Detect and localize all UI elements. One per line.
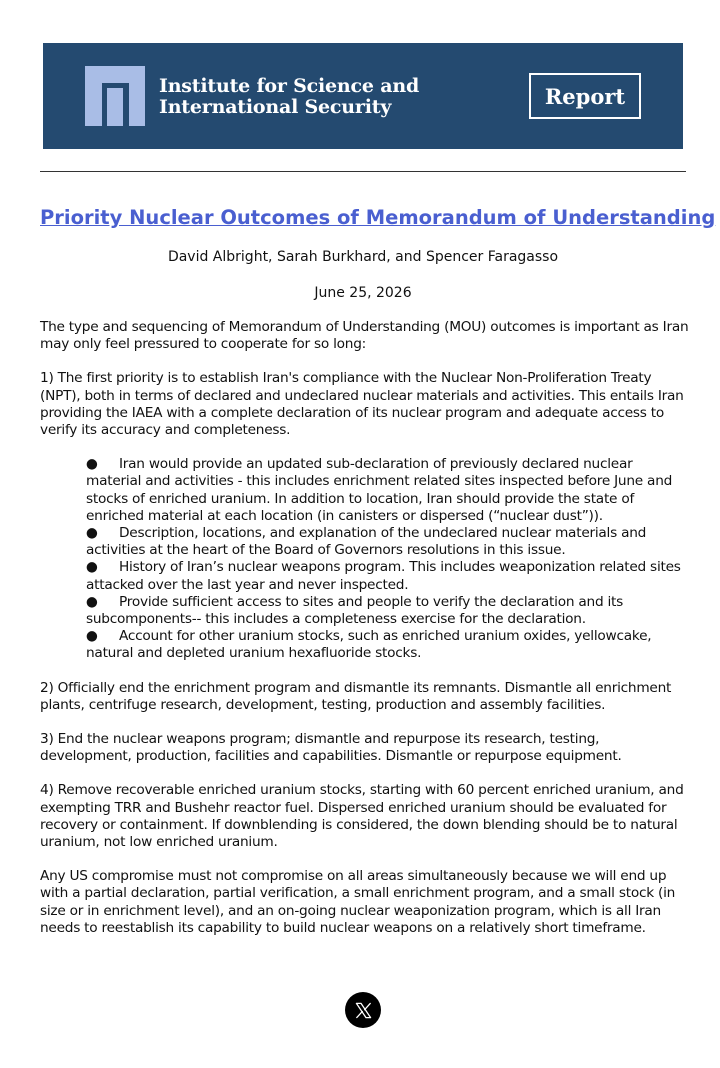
list-item xyxy=(86,456,690,525)
priority-1-bullets xyxy=(86,456,690,662)
article-body xyxy=(40,319,690,954)
list-item-text: Iran would provide an updated sub-declaration of previously declared nuclear material and activities - this includes enrichment related sites inspected before June and stocks of enriched uranium. In addition to location, Iran should provide the state of enriched material at each location (in canisters or dispersed (“nuclear dust”)). xyxy=(86,456,673,524)
intro-paragraph: The type and sequencing of Memorandum of Understanding (MOU) outcomes is important as Iran may only feel pressured to cooperate for so long: xyxy=(40,319,689,353)
list-item-text: History of Iran’s nuclear weapons program. This includes weaponization related sites attacked over the last year and never inspected. xyxy=(86,559,681,593)
priority-2-paragraph: 2) Officially end the enrichment program and dismantle its remnants. Dismantle all enrichment plants, centrifuge research, development, testing, production and assembly facilities. xyxy=(40,679,672,713)
org-name-line1: Institute for Science and xyxy=(159,75,420,97)
list-item xyxy=(86,525,690,559)
bullet-icon: ● xyxy=(86,456,98,473)
priority-3-paragraph: 3) End the nuclear weapons program; dismantle and repurpose its research, testing, development, production, facilities and capabilities. Dismantle or repurpose equipment. xyxy=(40,731,622,765)
org-name xyxy=(159,76,419,118)
bullet-icon: ● xyxy=(86,593,98,610)
bullet-icon: ● xyxy=(86,525,98,542)
x-logo-icon xyxy=(355,1002,372,1019)
priority-4-paragraph: 4) Remove recoverable enriched uranium stocks, starting with 60 percent enriched uranium, and exempting TRR and Bushehr reactor fuel. Dispersed enriched uranium should be evaluated for recovery or containment. If downblending is considered, the down blending should be to natural uranium, not low enriched uranium. xyxy=(40,782,684,851)
priority-1-paragraph: 1) The first priority is to establish Iran's compliance with the Nuclear Non-Proliferation Treaty (NPT), both in terms of declared and undeclared nuclear materials and activities. This entails Iran providing the IAEA with a complete declaration of its nuclear program and adequate access to verify its accuracy and completeness. xyxy=(40,370,684,439)
org-name-line2: International Security xyxy=(159,96,392,118)
header-banner xyxy=(43,43,683,149)
list-item-text: Account for other uranium stocks, such as enriched uranium oxides, yellowcake, natural and depleted uranium hexafluoride stocks. xyxy=(86,628,652,662)
conclusion-paragraph: Any US compromise must not compromise on all areas simultaneously because we will end up with a partial declaration, partial verification, a small enrichment program, and a small stock (in size or in enrichment level), and an on-going nuclear weaponization program, which is all Iran needs to reestablish its capability to build nuclear weapons on a relatively short timeframe. xyxy=(40,868,676,936)
isis-logo-icon xyxy=(85,66,145,126)
divider xyxy=(40,171,686,172)
bullet-icon: ● xyxy=(86,559,98,576)
bullet-icon: ● xyxy=(86,628,98,645)
list-item xyxy=(86,594,690,628)
article-authors: David Albright, Sarah Burkhard, and Spencer Faragasso xyxy=(167,249,559,265)
x-share-button[interactable] xyxy=(345,992,381,1028)
list-item-text: Provide sufficient access to sites and people to verify the declaration and its subcomponents-- this includes a completeness exercise for the declaration. xyxy=(86,593,624,628)
list-item-text: Description, locations, and explanation of the undeclared nuclear materials and activities at the heart of the Board of Governors resolutions in this issue. xyxy=(86,525,647,559)
list-item xyxy=(86,628,690,662)
report-badge: Report xyxy=(529,73,641,119)
article-title[interactable]: Priority Nuclear Outcomes of Memorandum of Understanding xyxy=(40,206,716,229)
list-item xyxy=(86,559,690,593)
article-date: June 25, 2026 xyxy=(314,285,412,301)
